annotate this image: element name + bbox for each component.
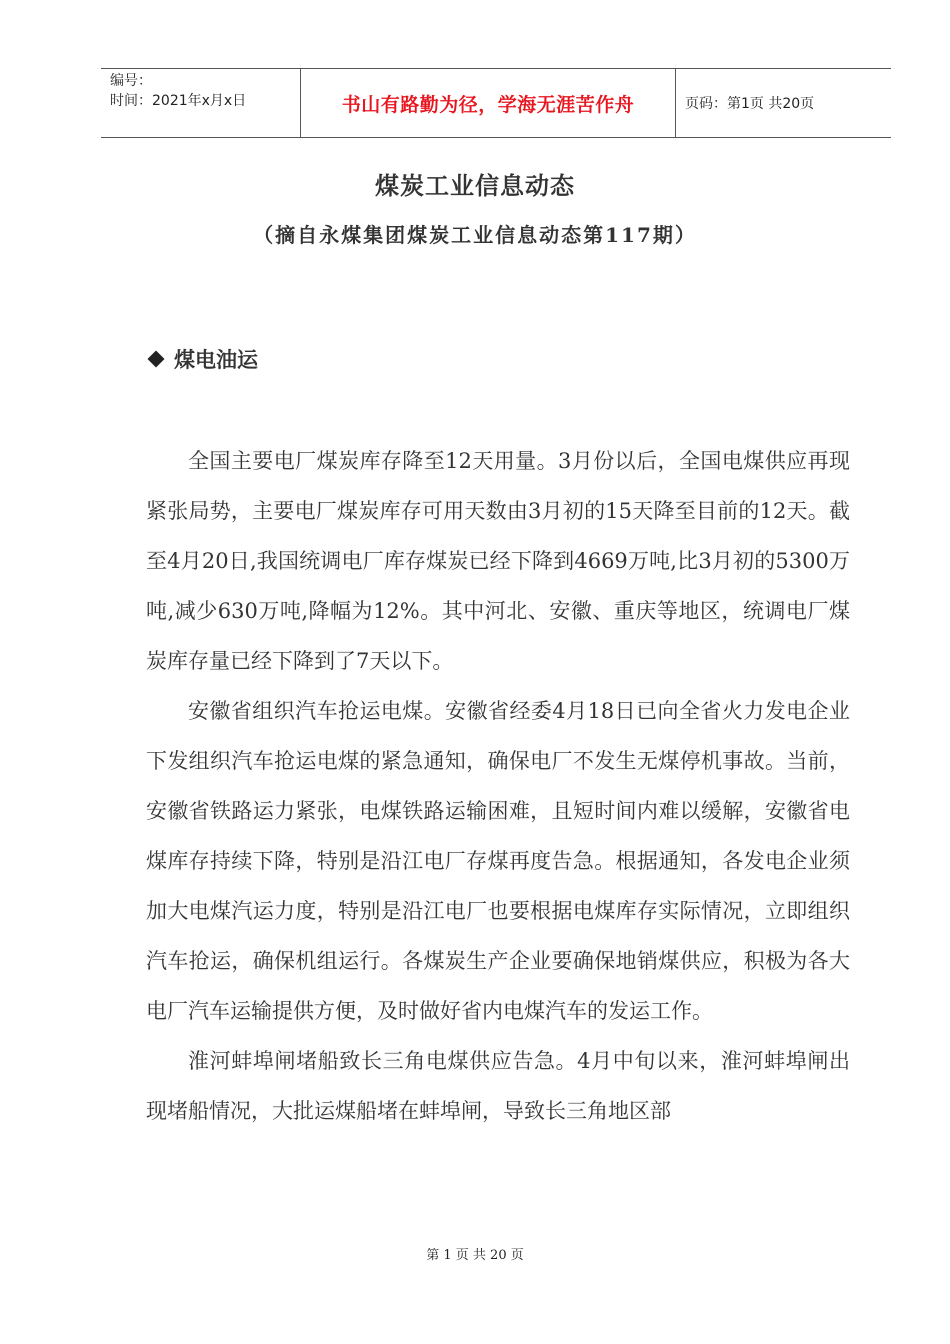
diamond-bullet-icon [148, 351, 165, 368]
paragraph: 淮河蚌埠闸堵船致长三角电煤供应告急。4月中旬以来，淮河蚌埠闸出现堵船情况，大批运煤船堵在蚌埠闸，导致长三角地区部 [146, 1049, 850, 1123]
document-subtitle: （摘自永煤集团煤炭工业信息动态第117期） [253, 223, 697, 247]
paragraph: 全国主要电厂煤炭库存降至12天用量。3月份以后，全国电煤供应再现紧张局势，主要电厂煤炭库存可用天数由3月初的15天降至目前的12天。截至4月20日,我国统调电厂库存煤炭已经下降到4669万吨,比3月初的5300万吨,减少630万吨,降幅为12%。其中河北、安徽、重庆等地区，统调电厂煤炭库存量已经下降到了7天以下。 [146, 449, 850, 673]
section-heading [146, 344, 258, 374]
document-date-label: 时间：2021年x月x日 [110, 93, 247, 109]
section-heading-text: 煤电油运 [174, 348, 258, 372]
document-title: 煤炭工业信息动态 [375, 172, 575, 200]
header-page-code: 页码：第1页 共20页 [685, 96, 815, 112]
header-meta [101, 69, 301, 137]
document-header [101, 68, 891, 138]
document-number-label: 编号： [110, 73, 152, 89]
page-footer: 第 1 页 共 20 页 [426, 1248, 524, 1263]
header-motto: 书山有路勤为径，学海无涯苦作舟 [301, 69, 676, 137]
paragraph: 安徽省组织汽车抢运电煤。安徽省经委4月18日已向全省火力发电企业下发组织汽车抢运电煤的紧急通知，确保电厂不发生无煤停机事故。当前，安徽省铁路运力紧张，电煤铁路运输困难，且短时间内难以缓解，安徽省电煤库存持续下降，特别是沿江电厂存煤再度告急。根据通知，各发电企业须加大电煤汽运力度，特别是沿江电厂也要根据电煤库存实际情况，立即组织汽车抢运，确保机组运行。各煤炭生产企业要确保地销煤供应，积极为各大电厂汽车运输提供方便，及时做好省内电煤汽车的发运工作。 [146, 699, 850, 1023]
body-text [146, 436, 850, 1136]
